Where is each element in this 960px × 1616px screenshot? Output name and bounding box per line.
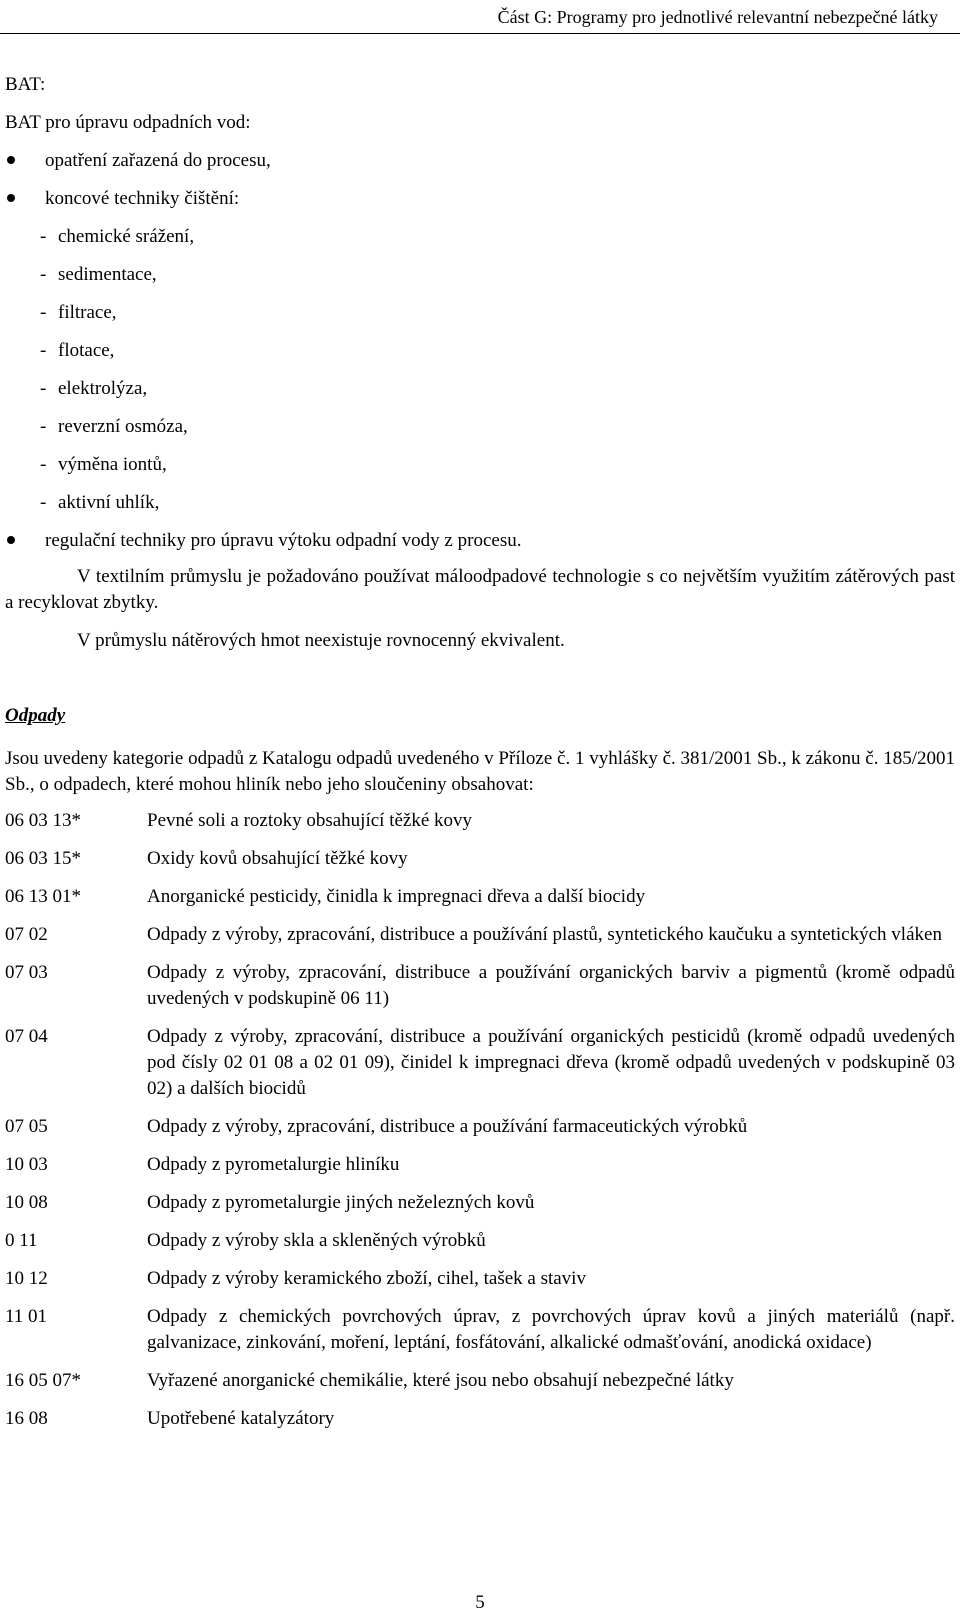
waste-description: Odpady z chemických povrchových úprav, z povrchových úprav kovů a jiných materiálů (např. galvanizace, zinkování, moření, leptání, fosfátování, alkalické odmašťování, anodická oxidace): [147, 1306, 955, 1353]
table-row: [5, 1216, 955, 1254]
waste-code: 10 12: [5, 1268, 48, 1289]
bullet-icon: [7, 156, 15, 164]
waste-description: Odpady z výroby keramického zboží, cihel, tašek a staviv: [147, 1268, 586, 1289]
waste-description: Pevné soli a roztoky obsahující těžké kovy: [147, 810, 473, 831]
dash-text: výměna iontů,: [58, 454, 167, 475]
bullet-text: regulační techniky pro úpravu výtoku odpadní vody z procesu.: [45, 530, 522, 551]
waste-description: Upotřebené katalyzátory: [147, 1408, 335, 1429]
table-row: [5, 834, 955, 872]
waste-code: 07 02: [5, 924, 48, 945]
waste-codes-table: [5, 808, 955, 1432]
bullet-item: [5, 188, 955, 210]
waste-description: Odpady z pyrometalurgie hliníku: [147, 1154, 400, 1175]
dash-item: - flotace,: [40, 340, 115, 361]
page-number: 5: [475, 1592, 485, 1613]
bat-label: BAT:: [5, 74, 46, 95]
waste-code: 10 08: [5, 1192, 48, 1213]
waste-description: Odpady z výroby, zpracování, distribuce a používání farmaceutických výrobků: [147, 1116, 748, 1137]
dash-item: - reverzní osmóza,: [40, 416, 188, 437]
bat-subtitle: BAT pro úpravu odpadních vod:: [5, 112, 251, 133]
waste-description: Odpady z výroby skla a skleněných výrobků: [147, 1230, 486, 1251]
waste-code: 06 13 01*: [5, 886, 81, 907]
bullet-icon: [7, 536, 15, 544]
dash-item: - aktivní uhlík,: [40, 492, 160, 513]
dash-text: chemické srážení,: [58, 226, 195, 247]
dash-item: - chemické srážení,: [40, 226, 195, 247]
table-row: [5, 1178, 955, 1216]
waste-code: 0 11: [5, 1230, 38, 1251]
waste-code: 10 03: [5, 1154, 48, 1175]
waste-description: Anorganické pesticidy, činidla k impregnaci dřeva a další biocidy: [147, 886, 646, 907]
waste-description: Vyřazené anorganické chemikálie, které jsou nebo obsahují nebezpečné látky: [147, 1370, 734, 1391]
waste-description: Odpady z výroby, zpracování, distribuce a používání plastů, syntetického kaučuku a syntetických vláken: [147, 924, 942, 945]
odpady-intro: Jsou uvedeny kategorie odpadů z Katalogu odpadů uvedeného v Příloze č. 1 vyhlášky č. 381/2001 Sb., k zákonu č. 185/2001 Sb., o odpadech, které mohou hliník nebo jeho sloučeniny obsahovat:: [5, 748, 955, 795]
table-row: [5, 910, 955, 948]
waste-description: Oxidy kovů obsahující těžké kovy: [147, 848, 408, 869]
table-row: [5, 948, 955, 1012]
dash-text: reverzní osmóza,: [58, 416, 188, 437]
running-header: Část G: Programy pro jednotlivé relevantní nebezpečné látky: [497, 7, 938, 27]
table-row: [5, 1102, 955, 1140]
table-row: [5, 1140, 955, 1178]
waste-code: 07 04: [5, 1026, 48, 1047]
waste-code: 16 05 07*: [5, 1370, 81, 1391]
bullet-item: [5, 150, 955, 172]
table-row: [5, 872, 955, 910]
waste-description: Odpady z výroby, zpracování, distribuce a používání organických barviv a pigmentů (kromě odpadů uvedených v podskupině 06 11): [147, 962, 955, 1009]
waste-code: 06 03 15*: [5, 848, 81, 869]
dash-text: filtrace,: [58, 302, 117, 323]
waste-code: 07 03: [5, 962, 48, 983]
waste-code: 07 05: [5, 1116, 48, 1137]
paragraph-textile: V textilním průmyslu je požadováno používat máloodpadové technologie s co největším využitím zátěrových past a recyklovat zbytky.: [5, 566, 955, 613]
table-row: [5, 1292, 955, 1356]
table-row: [5, 1394, 955, 1432]
waste-code: 16 08: [5, 1408, 48, 1429]
dash-item: - výměna iontů,: [40, 454, 167, 475]
dash-text: flotace,: [58, 340, 115, 361]
table-row: [5, 1012, 955, 1102]
table-row: [5, 1356, 955, 1394]
dash-item: - filtrace,: [40, 302, 117, 323]
bullet-text: koncové techniky čištění:: [45, 188, 240, 209]
dash-text: sedimentace,: [58, 264, 157, 285]
dash-text: elektrolýza,: [58, 378, 148, 399]
section-title-odpady: Odpady: [5, 705, 66, 726]
bullet-icon: [7, 194, 15, 202]
waste-description: Odpady z pyrometalurgie jiných neželezných kovů: [147, 1192, 535, 1213]
dash-item: - elektrolýza,: [40, 378, 148, 399]
paragraph-paints: V průmyslu nátěrových hmot neexistuje rovnocenný ekvivalent.: [77, 630, 565, 651]
document-body: [5, 74, 955, 1432]
bullet-text: opatření zařazená do procesu,: [45, 150, 271, 171]
table-row: [5, 1254, 955, 1292]
dash-item: - sedimentace,: [40, 264, 157, 285]
bullet-item: [5, 530, 955, 552]
dash-text: aktivní uhlík,: [58, 492, 160, 513]
waste-description: Odpady z výroby, zpracování, distribuce a používání organických pesticidů (kromě odpadů uvedených pod čísly 02 01 08 a 02 01 09), činidel k impregnaci dřeva (kromě odpadů uvedených v podskupině 03 02) a dalších biocidů: [147, 1026, 955, 1099]
waste-code: 11 01: [5, 1306, 48, 1327]
waste-code: 06 03 13*: [5, 810, 81, 831]
table-row: [5, 808, 955, 834]
header-divider: [0, 33, 960, 34]
